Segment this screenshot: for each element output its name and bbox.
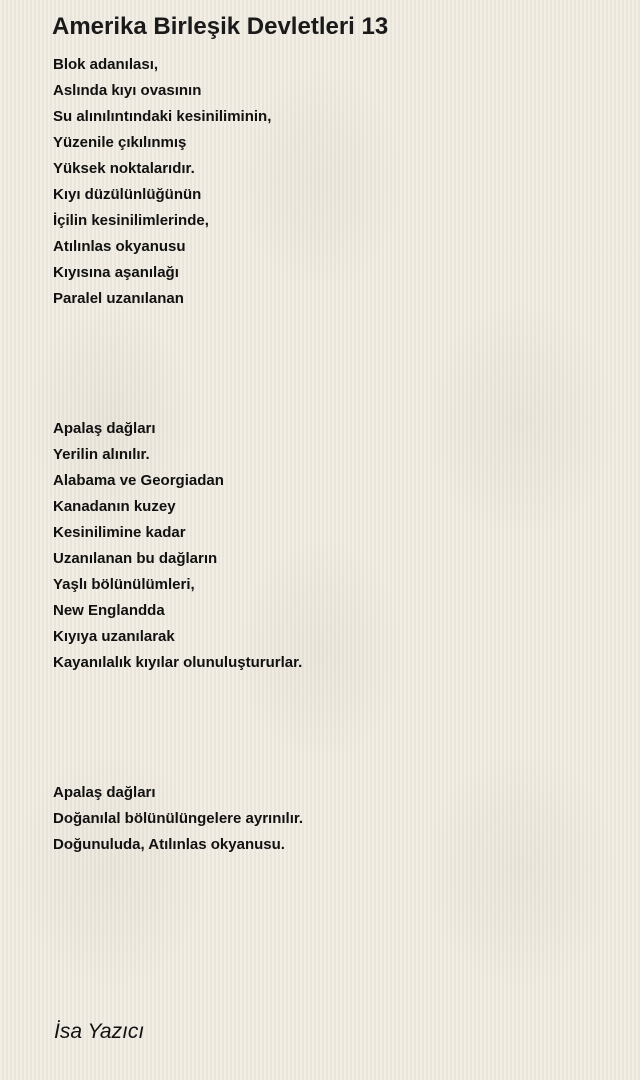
poem-line: Kıyı düzülünlüğünün [53,186,202,203]
poem-line: Kesinilimine kadar [53,524,186,541]
poem-line: Uzanılanan bu dağların [53,550,218,567]
poem-line: Alabama ve Georgiadan [53,472,224,489]
poem-line: Kanadanın kuzey [53,498,176,515]
poem-line: Yüzenile çıkılınmış [53,134,187,151]
poem-line: Atılınlas okyanusu [53,238,186,255]
poem-line: Kayanılalık kıyılar olunuluştururlar. [53,654,303,671]
stanza-3 [53,780,613,858]
poem-line: Doğanılal bölünülüngelere ayrınılır. [53,810,304,827]
poem-line: Kıyısına aşanılağı [53,264,179,281]
poem-line: Aslında kıyı ovasının [53,82,202,99]
poem-line: Su alınılıntındaki kesiniliminin, [53,108,272,125]
poem-line: Apalaş dağları [53,420,156,437]
poem-body [53,52,613,858]
poem-line: Yerilin alınılır. [53,446,150,463]
poem-line: Yaşlı bölünülümleri, [53,576,195,593]
poem-author: İsa Yazıcı [54,1020,145,1043]
poem-line: Apalaş dağları [53,784,156,801]
stanza-2 [53,416,613,676]
stanza-1 [53,52,613,312]
poem-line: Blok adanılası, [53,56,159,73]
poem-line: Kıyıya uzanılarak [53,628,175,645]
poem-line: Paralel uzanılanan [53,290,184,307]
poem-line: Yüksek noktalarıdır. [53,160,195,177]
poem-line: İçilin kesinilimlerinde, [53,212,209,229]
poem-line: Doğunuluda, Atılınlas okyanusu. [53,836,285,853]
poem-line: New Englandda [53,602,165,619]
poem-title: Amerika Birleşik Devletleri 13 [52,13,389,40]
